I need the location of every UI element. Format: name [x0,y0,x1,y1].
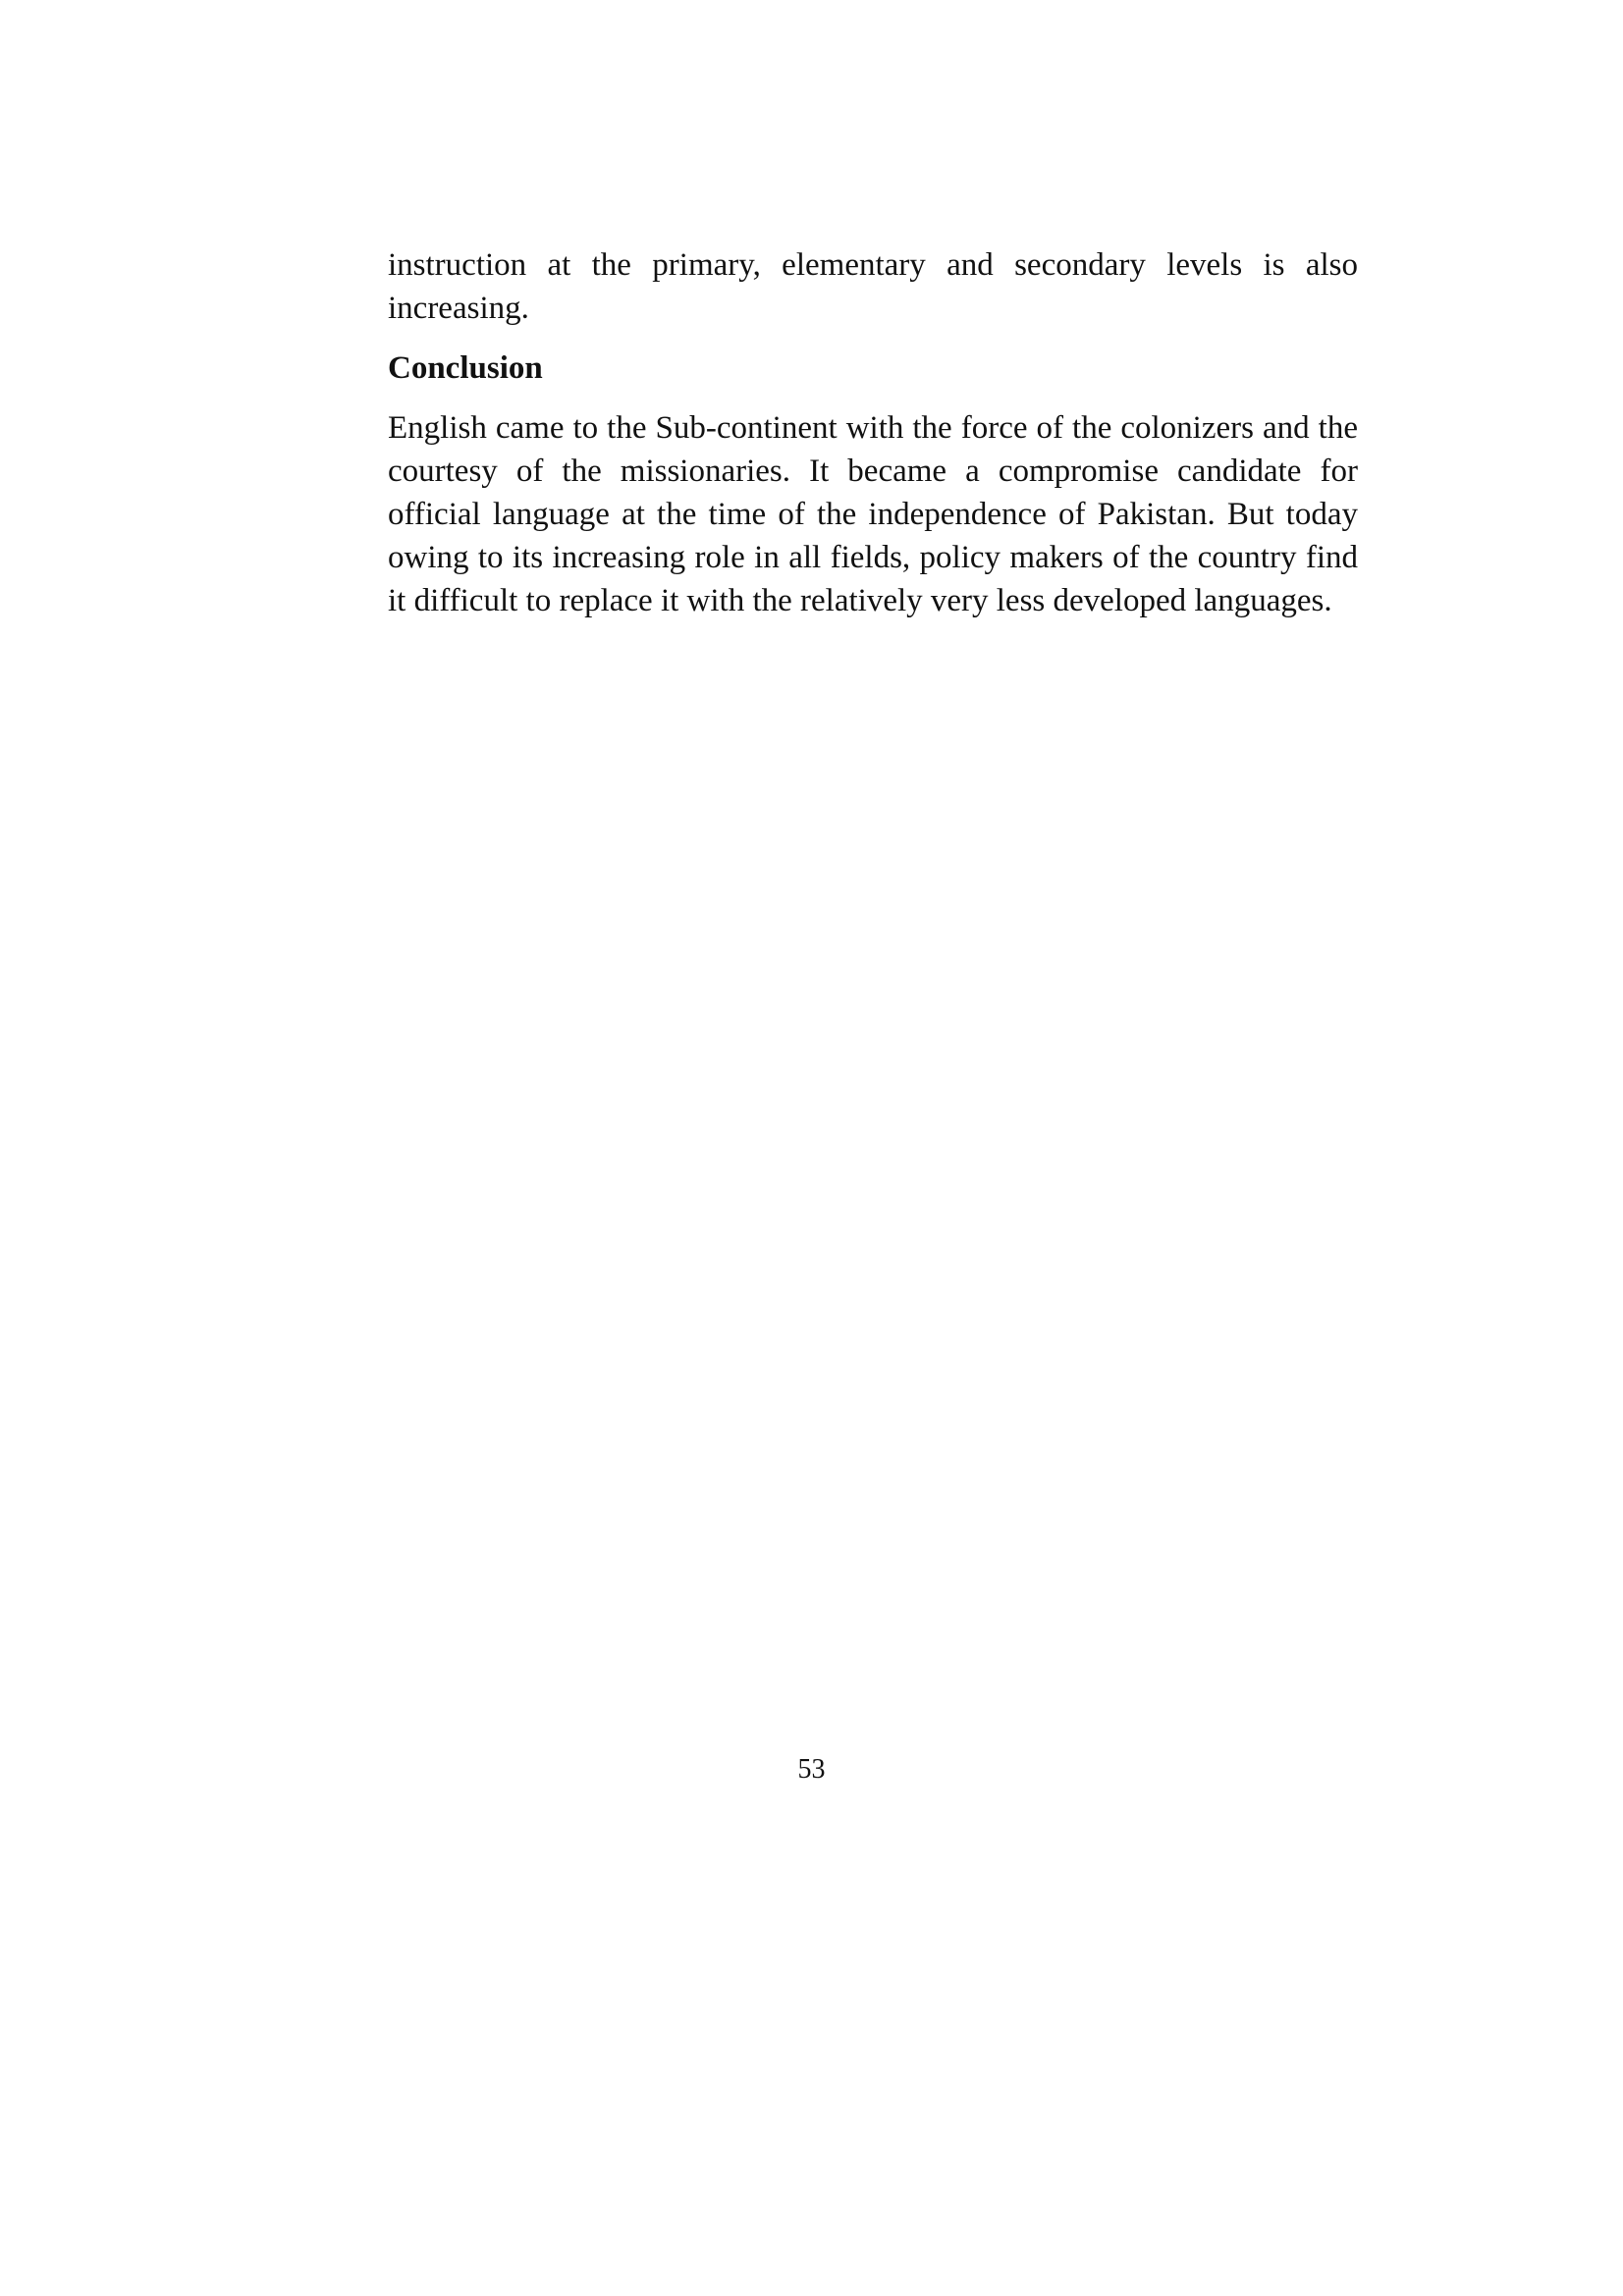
section-heading: Conclusion [388,350,543,386]
body-text [388,243,1358,622]
page-number: 53 [797,1754,826,1785]
continuation-paragraph: instruction at the primary, elementary and secondary levels is also increasing. [388,247,1358,326]
conclusion-paragraph: English came to the Sub-continent with the force of the colonizers and the courtesy of the missionaries. It became a compromise candidate for official language at the time of the independence of Pakistan. But today owing to its increasing role in all fields, policy makers of the country find it difficult to replace it with the relatively very less developed languages. [388,410,1358,618]
